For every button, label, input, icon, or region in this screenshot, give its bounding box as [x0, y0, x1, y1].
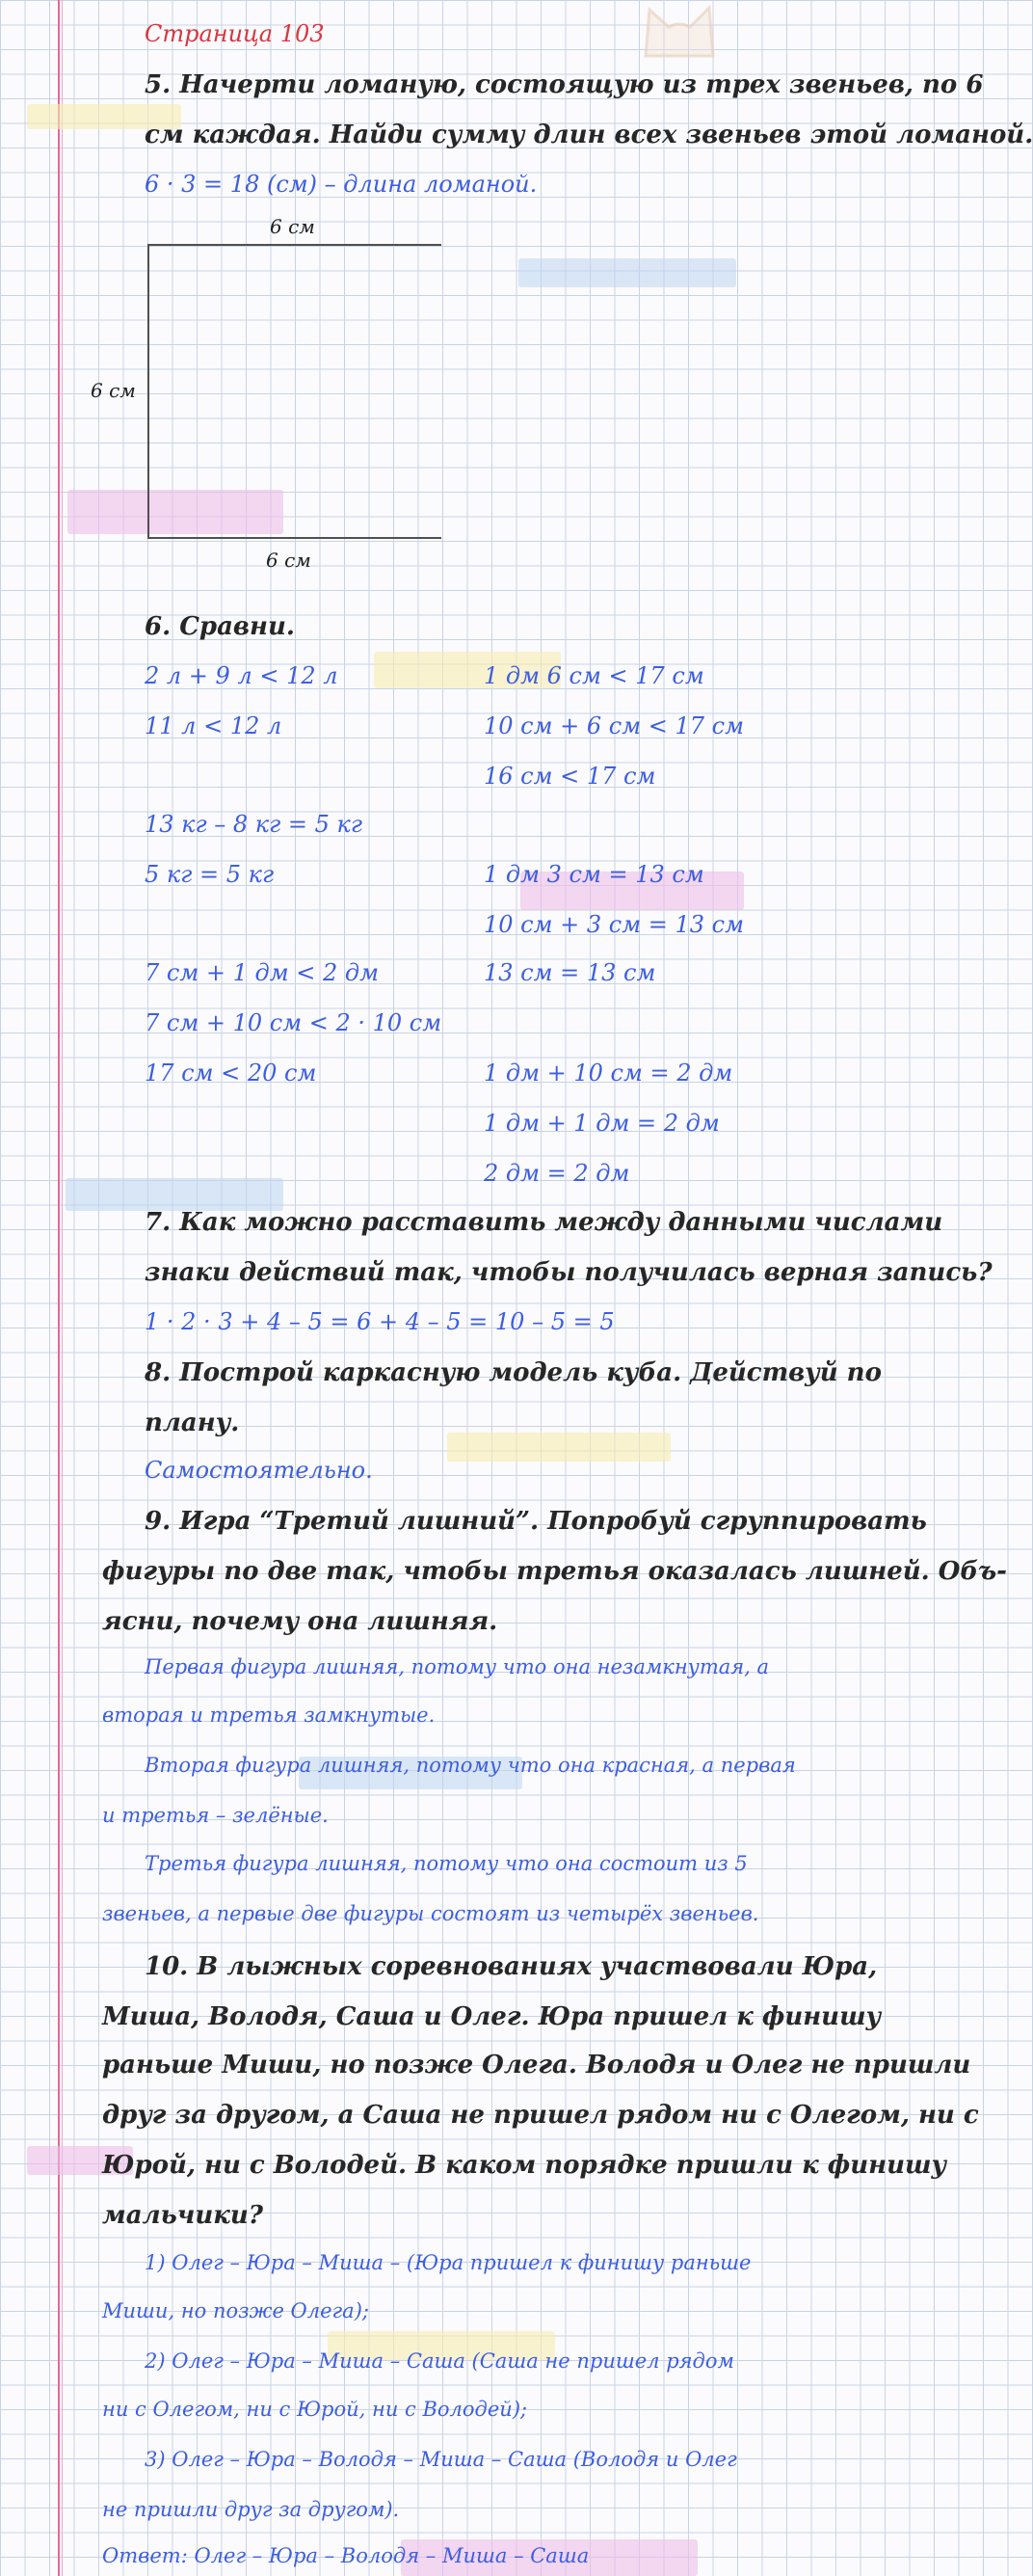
task9-answer-1: Первая фигура лишняя, потому что она незамкнутая, а — [145, 1655, 770, 1678]
task8-answer: Самостоятельно. — [145, 1457, 373, 1484]
task9-line-2: фигуры по две так, чтобы третья оказалась лишней. Объ- — [102, 1557, 1007, 1586]
task6-right-6: 13 см = 13 см — [484, 959, 656, 986]
task6-right-9: 2 дм = 2 дм — [484, 1160, 630, 1187]
task8-line-2: плану. — [145, 1409, 240, 1437]
task10-answer-2: Миши, но позже Олега); — [102, 2299, 369, 2322]
task10-line-1: 10. В лыжных соревнованиях участвовали Юра, — [145, 1952, 878, 1981]
task6-left-1: 2 л + 9 л < 12 л — [145, 662, 338, 689]
task6-left-2: 11 л < 12 л — [145, 712, 282, 739]
task6-right-2: 10 см + 6 см < 17 см — [484, 712, 744, 739]
task6-right-5: 10 см + 3 см = 13 см — [484, 911, 744, 938]
task8-line-1: 8. Построй каркасную модель куба. Действуй по — [145, 1358, 882, 1387]
task10-answer-4: ни с Олегом, ни с Юрой, ни с Володей); — [102, 2398, 528, 2421]
task10-final-answer: Ответ: Олег – Юра – Володя – Миша – Саша — [102, 2544, 590, 2567]
task10-line-5: Юрой, ни с Володей. В каком порядке пришли к финишу — [102, 2151, 947, 2180]
polyline-left-label: 6 см — [91, 379, 136, 402]
task10-answer-3: 2) Олег – Юра – Миша – Саша (Саша не пришел рядом — [145, 2349, 734, 2373]
task6-right-1: 1 дм 6 см < 17 см — [484, 662, 704, 689]
task7-answer: 1 · 2 · 3 + 4 – 5 = 6 + 4 – 5 = 10 – 5 = 5 — [145, 1308, 615, 1335]
page-title: Страница 103 — [145, 20, 325, 47]
polyline-three-segments — [148, 245, 441, 538]
task6-right-7: 1 дм + 10 см = 2 дм — [484, 1060, 733, 1087]
task6-right-8: 1 дм + 1 дм = 2 дм — [484, 1110, 720, 1137]
polyline-top-label: 6 см — [270, 215, 315, 238]
task10-line-2: Миша, Володя, Саша и Олег. Юра пришел к финишу — [102, 2002, 882, 2031]
task6-left-3: 13 кг – 8 кг = 5 кг — [145, 811, 362, 838]
task10-line-4: друг за другом, а Саша не пришел рядом ни с Олегом, ни с — [102, 2101, 979, 2130]
task10-answer-1: 1) Олег – Юра – Миша – (Юра пришел к финишу раньше — [145, 2251, 752, 2274]
task6-left-7: 17 см < 20 см — [145, 1060, 317, 1087]
task9-answer-6: звеньев, а первые две фигуры состоят из четырёх звеньев. — [102, 1902, 759, 1925]
task6-left-4: 5 кг = 5 кг — [145, 861, 275, 888]
watermark-highlight — [66, 1178, 283, 1211]
watermark-highlight — [447, 1433, 671, 1462]
task9-answer-5: Третья фигура лишняя, потому что она состоит из 5 — [145, 1852, 748, 1875]
task5-line-2: см каждая. Найди сумму длин всех звеньев этой ломаной. — [145, 121, 1033, 149]
task9-line-3: ясни, почему она лишняя. — [102, 1607, 498, 1636]
task6-title: 6. Сравни. — [145, 612, 295, 641]
task9-answer-3: Вторая фигура лишняя, потому что она красная, а первая — [145, 1754, 796, 1777]
task10-line-3: раньше Миши, но позже Олега. Володя и Олег не пришли — [102, 2051, 971, 2080]
task6-left-6: 7 см + 10 см < 2 · 10 см — [145, 1009, 442, 1036]
task9-answer-2: вторая и третья замкнутые. — [102, 1704, 436, 1727]
task6-right-4: 1 дм 3 см = 13 см — [484, 861, 704, 888]
task5-answer: 6 · 3 = 18 (см) – длина ломаной. — [145, 171, 538, 198]
task6-right-3: 16 см < 17 см — [484, 763, 656, 790]
polyline-drawing — [0, 0, 771, 578]
task6-left-5: 7 см + 1 дм < 2 дм — [145, 959, 379, 986]
task7-line-2: знаки действий так, чтобы получилась верная запись? — [145, 1258, 993, 1287]
task10-answer-5: 3) Олег – Юра – Володя – Миша – Саша (Володя и Олег — [145, 2448, 737, 2471]
task10-answer-6: не пришли друг за другом). — [102, 2498, 400, 2521]
task7-line-1: 7. Как можно расставить между данными числами — [145, 1208, 943, 1237]
polyline-bottom-label: 6 см — [266, 549, 311, 572]
task9-answer-4: и третья – зелёные. — [102, 1804, 329, 1827]
task5-line-1: 5. Начерти ломаную, состоящую из трех звеньев, по 6 — [145, 70, 984, 99]
task10-line-6: мальчики? — [102, 2201, 263, 2230]
task9-line-1: 9. Игра “Третий лишний”. Попробуй сгруппировать — [145, 1507, 927, 1536]
